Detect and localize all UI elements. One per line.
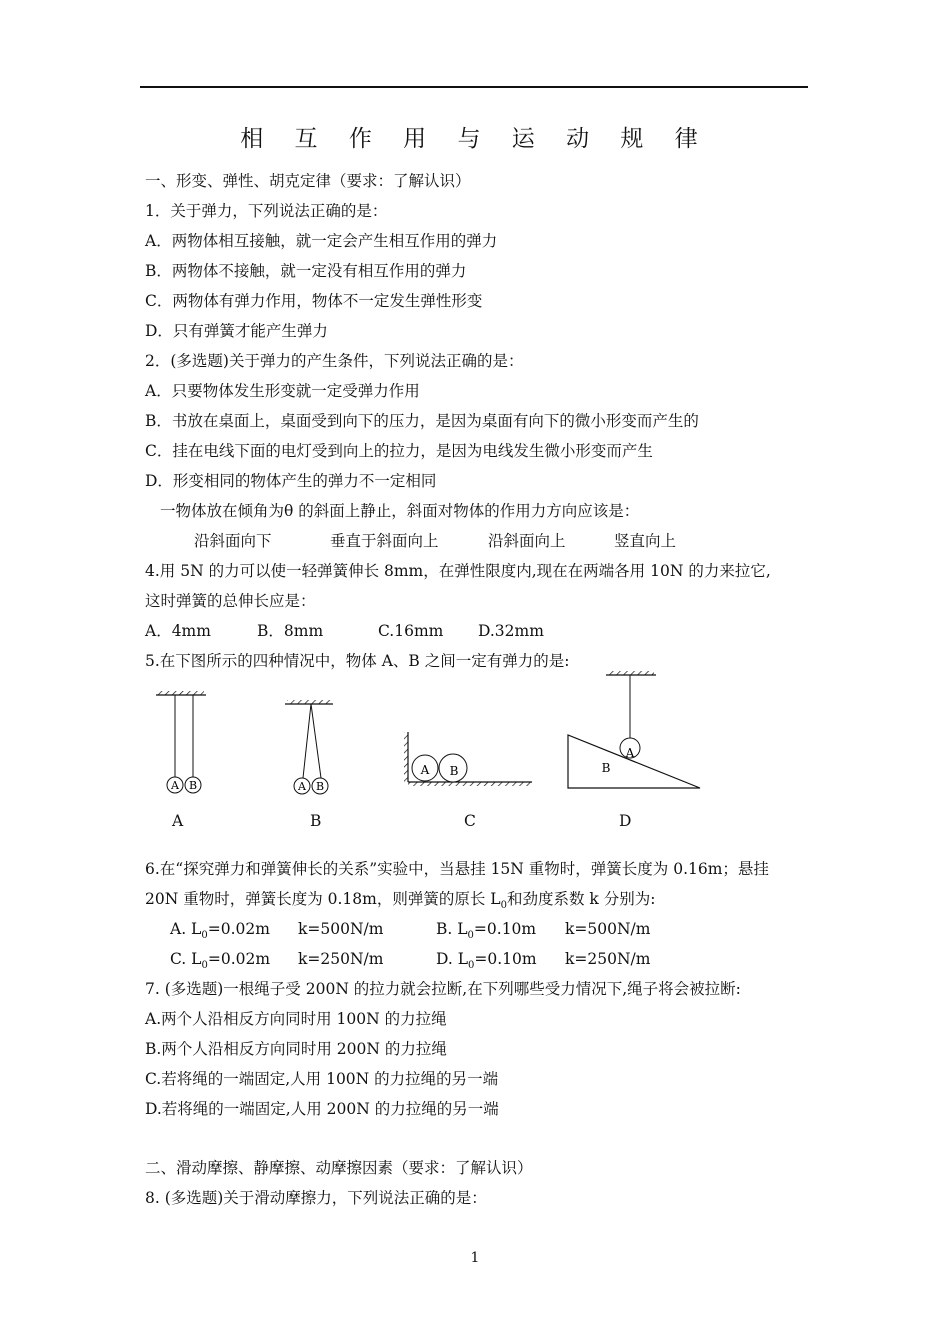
q8-stem: 8. (多选题)关于滑动摩擦力，下列说法正确的是： (145, 1189, 487, 1207)
figure-caption-b: B (310, 812, 322, 830)
q1-stem: 1．关于弹力，下列说法正确的是： (145, 202, 388, 220)
q4-line-2: 这时弹簧的总伸长应是： (145, 592, 316, 610)
q4-option-a: A．4mm (145, 622, 211, 640)
q6-option-d-k: k=250N/m (565, 950, 651, 968)
q3-option-1: 沿斜面向下 (194, 532, 272, 550)
q1-option-b: B．两物体不接触，就一定没有相互作用的弹力 (145, 262, 467, 280)
q6-option-b: B. $L_0=0.10m$ (436, 920, 537, 942)
q2-option-d: D．形变相同的物体产生的弹力不一定相同 (145, 472, 437, 490)
q2-option-b: B．书放在桌面上，桌面受到向下的压力，是因为桌面有向下的微小形变而产生的 (145, 412, 699, 430)
figure-c (404, 732, 532, 786)
ball-b-label: B (315, 780, 325, 793)
figure-caption-d: D (619, 812, 632, 830)
figure-b (285, 700, 333, 794)
figure-caption-c: C (464, 812, 476, 830)
page-title: 相 互 作 用 与 运 动 规 律 (240, 126, 710, 152)
q6-option-c: C. $L_0=0.02m$ (170, 950, 271, 972)
q7-option-b: B.两个人沿相反方向同时用 200N 的力拉绳 (145, 1040, 447, 1058)
q3-option-2: 垂直于斜面向上 (330, 532, 439, 550)
q7-option-d: D.若将绳的一端固定,人用 200N 的力拉绳的另一端 (145, 1100, 499, 1118)
q1-option-d: D．只有弹簧才能产生弹力 (145, 322, 328, 340)
q5-figure (140, 670, 720, 840)
figure-caption-a: A (172, 812, 184, 830)
q2-option-a: A．只要物体发生形变就一定受弹力作用 (145, 382, 420, 400)
ball-a-label: A (171, 779, 179, 792)
incline-b-label: B (601, 761, 611, 775)
q2-option-c: C．挂在电线下面的电灯受到向上的拉力，是因为电线发生微小形变而产生 (145, 442, 653, 460)
section-heading-2: 二、滑动摩擦、静摩擦、动摩擦因素（要求：了解认识） (145, 1159, 533, 1177)
page-number: 1 (470, 1250, 480, 1266)
q3-stem: 一物体放在倾角为θ 的斜面上静止，斜面对物体的作用力方向应该是： (160, 502, 640, 520)
ball-a-label: A (625, 746, 635, 760)
q5-stem: 5.在下图所示的四种情况中，物体 A、B 之间一定有弹力的是: (145, 652, 570, 670)
q7-option-a: A.两个人沿相反方向同时用 100N 的力拉绳 (145, 1010, 447, 1028)
q6-option-a: A. $L_0=0.02m$ (170, 920, 270, 942)
q6-option-a-k: k=500N/m (298, 920, 384, 938)
q4-line-1: 4.用 5N 的力可以使一轻弹簧伸长 8mm，在弹性限度内,现在在两端各用 10N 的力来拉它, (145, 562, 771, 580)
q7-stem: 7. (多选题)一根绳子受 200N 的拉力就会拉断,在下列哪些受力情况下,绳子将会被拉断: (145, 980, 741, 998)
section-heading-1: 一、形变、弹性、胡克定律（要求：了解认识） (145, 172, 471, 190)
q4-option-c: C.16mm (378, 622, 444, 640)
q1-option-a: A．两物体相互接触，就一定会产生相互作用的弹力 (145, 232, 498, 250)
figure-a (156, 691, 206, 793)
ball-b-label: B (449, 764, 459, 778)
q3-option-4: 竖直向上 (614, 532, 677, 550)
q6-option-b-k: k=500N/m (565, 920, 651, 938)
q4-option-b: B．8mm (257, 622, 324, 640)
q3-option-3: 沿斜面向上 (488, 532, 566, 550)
q2-stem: 2．(多选题)关于弹力的产生条件，下列说法正确的是： (145, 352, 524, 370)
q7-option-c: C.若将绳的一端固定,人用 100N 的力拉绳的另一端 (145, 1070, 499, 1088)
q6-option-c-k: k=250N/m (298, 950, 384, 968)
q6-option-d: D. $L_0=0.10m$ (436, 950, 537, 972)
q4-option-d: D.32mm (478, 622, 544, 640)
figure-d (568, 671, 700, 788)
ball-a-label: A (298, 780, 306, 793)
ball-a-label: A (420, 763, 430, 777)
q1-option-c: C．两物体有弹力作用，物体不一定发生弹性形变 (145, 292, 483, 310)
q6-line-2: 20N 重物时，弹簧长度为 0.18m，则弹簧的原长 $L_0$和劲度系数 k 分别为: (145, 890, 656, 912)
q6-line-1: 6.在“探究弹力和弹簧伸长的关系”实验中，当悬挂 15N 重物时，弹簧长度为 0.16m；悬挂 (145, 860, 769, 878)
ball-b-label: B (188, 779, 198, 792)
header-rule (140, 86, 808, 88)
